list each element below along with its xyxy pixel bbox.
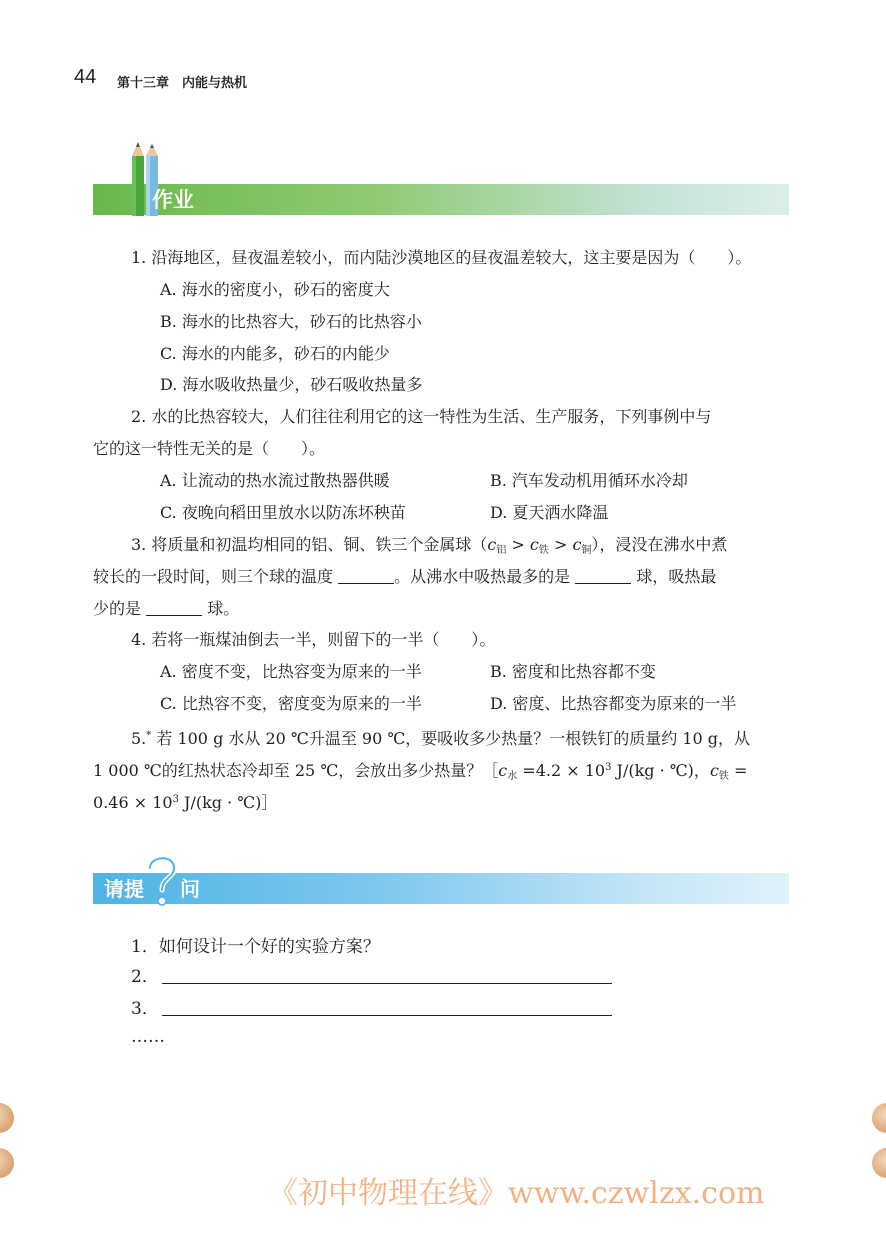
q5-line1: 5.* 若 100 g 水从 20 ℃升温至 90 ℃，要吸收多少热量？一根铁钉的质量约 10 g，从 <box>131 729 751 748</box>
ask-q3-label: 3． <box>131 999 159 1019</box>
answer-blank <box>146 601 202 616</box>
q1-option-d: D. 海水吸收热量少，砂石吸收热量多 <box>160 375 423 394</box>
q1-stem: 1. 沿海地区，昼夜温差较小，而内陆沙漠地区的昼夜温差较大，这主要是因为（ ）。 <box>131 248 752 267</box>
ask-q3-line <box>162 1015 612 1016</box>
q4-option-d: D. 密度、比热容都变为原来的一半 <box>490 694 737 713</box>
q5-line3: $0.46 \times 10^3$ J/(kg · ℃)］ <box>93 793 278 812</box>
q1-option-a: A. 海水的密度小，砂石的密度大 <box>160 280 390 299</box>
q2-stem-cont: 它的这一特性无关的是（ ）。 <box>93 439 326 458</box>
q2-option-a: A. 让流动的热水流过散热器供暖 <box>160 471 390 490</box>
q3-line2: 较长的一段时间，则三个球的温度 。从沸水中吸热最多的是 球，吸热最 <box>93 567 717 586</box>
side-dot <box>0 1148 14 1178</box>
homework-banner <box>93 184 789 215</box>
q2-option-d: D. 夏天洒水降温 <box>490 503 609 522</box>
ask-q1: 1．如何设计一个好的实验方案？ <box>131 937 380 957</box>
q4-option-a: A. 密度不变，比热容变为原来的一半 <box>160 662 422 681</box>
q2-option-b: B. 汽车发动机用循环水冷却 <box>490 471 688 490</box>
q4-option-c: C. 比热容不变，密度变为原来的一半 <box>160 694 422 713</box>
page-number: 44 <box>74 66 97 88</box>
watermark: 《初中物理在线》www.czwlzx.com <box>268 1176 765 1211</box>
q3-line1: 3. 将质量和初温均相同的铝、铜、铁三个金属球$(c_铝 > c_铁 > c_铜)$，浸没在沸水中煮 <box>131 535 728 556</box>
q4-option-b: B. 密度和比热容都不变 <box>490 662 656 681</box>
ask-title-left: 请提 <box>104 877 144 901</box>
q3-text1: 3. 将质量和初温均相同的铝、铜、铁三个金属球（ <box>131 535 488 554</box>
answer-blank <box>575 569 631 584</box>
q4-stem: 4. 若将一瓶煤油倒去一半，则留下的一半（ ）。 <box>131 630 496 649</box>
ask-q2-line <box>162 983 612 984</box>
side-dot <box>0 1103 14 1133</box>
q1-option-c: C. 海水的内能多，砂石的内能少 <box>160 344 390 363</box>
side-dot <box>872 1103 886 1133</box>
q1-option-b: B. 海水的比热容大，砂石的比热容小 <box>160 312 422 331</box>
ask-more: …… <box>131 1027 165 1047</box>
q2-option-c: C. 夜晚向稻田里放水以防冻坏秧苗 <box>160 503 406 522</box>
q2-stem: 2. 水的比热容较大，人们往往利用它的这一特性为生活、生产服务，下列事例中与 <box>131 407 712 426</box>
q3-text2: ），浸没在沸水中煮 <box>591 535 728 554</box>
ask-q2-label: 2． <box>131 967 159 987</box>
side-dot <box>872 1148 886 1178</box>
ask-title-right: 问 <box>180 877 200 901</box>
q3-line3: 少的是 球。 <box>93 599 240 618</box>
chapter-title: 第十三章 内能与热机 <box>117 76 248 91</box>
q5-line2: 1 000 ℃的红热状态冷却至 25 ℃，会放出多少热量？$[c_水 =4.2 \times 10^3$ J/(kg · ℃)，$c_铁$ = <box>93 761 748 782</box>
homework-title: 作业 <box>152 188 194 212</box>
question-mark-icon <box>142 852 182 910</box>
answer-blank <box>338 569 394 584</box>
